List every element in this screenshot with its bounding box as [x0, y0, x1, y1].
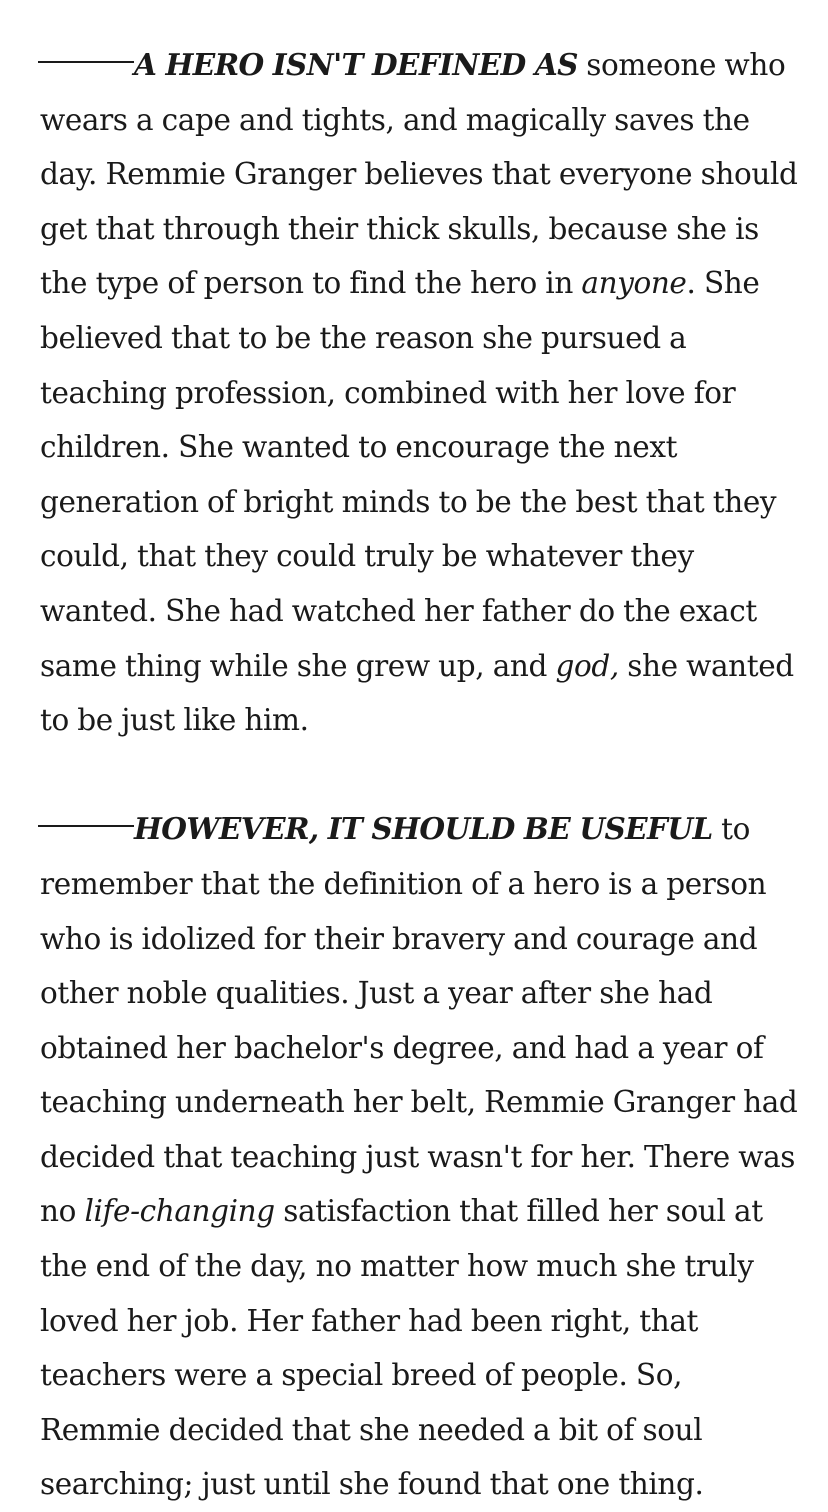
- body-text: . She believed that to be the reason she pursued a teaching profession, combined with her love for children. She wanted to encourage the next generation of bright minds to be the best that they could, that they could truly be whatever they wanted. She had watched her father do the exact same thing while she grew up, and: [40, 266, 777, 683]
- body-text: someone who wears a cape and tights, and magically saves the day. Remmie Granger believes that everyone should get that through their thick skulls, because she is the type of person to find the hero in: [40, 48, 798, 301]
- body-text: satisfaction that filled her soul at the end of the day, no matter how much she truly loved her job. Her father had been right, that teachers were a special breed of people. So, Remmie decided that she needed a bit of soul searching; just until she found that one thing.: [40, 1194, 763, 1502]
- emphasis-text: anyone: [581, 266, 687, 301]
- paragraph-lead-in: A HERO ISN'T DEFINED AS: [134, 47, 578, 82]
- paragraph-lead-in: HOWEVER, IT SHOULD BE USEFUL: [134, 811, 713, 847]
- story-paragraph-1: [40, 38, 800, 748]
- emphasis-text: god,: [555, 648, 619, 683]
- lead-dash: [38, 61, 134, 63]
- body-text: she wanted to be just like him.: [40, 648, 794, 738]
- story-paragraph-2: [40, 802, 800, 1512]
- emphasis-text: life-changing: [84, 1194, 275, 1229]
- lead-dash: [38, 825, 134, 827]
- body-text: to remember that the definition of a hero is a person who is idolized for their bravery and courage and other noble qualities. Just a year after she had obtained her bachelor's degree, and had a year of teaching underneath her belt, Remmie Granger had decided that teaching just wasn't for her. There was no: [40, 812, 798, 1229]
